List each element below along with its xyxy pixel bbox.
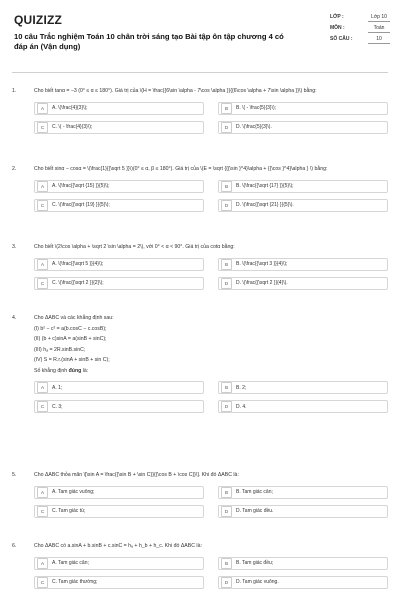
option-text: C. 3; xyxy=(52,403,63,410)
option-letter: D xyxy=(221,122,232,133)
option-letter: B xyxy=(221,487,232,498)
meta-count-value: 10 xyxy=(368,36,390,44)
option-text: B. Tam giác cân; xyxy=(236,489,273,495)
question-text: Cho ΔABC và các khẳng định sau: xyxy=(34,315,114,321)
prompt-before: Số khẳng định xyxy=(34,367,69,374)
meta-count xyxy=(330,36,390,44)
option-d[interactable] xyxy=(218,277,388,290)
option-letter: C xyxy=(37,577,48,588)
option-c[interactable] xyxy=(34,505,204,518)
prompt-bold: đúng xyxy=(68,367,82,374)
option-text: C. \( - \frac{4}{3}\); xyxy=(52,124,93,130)
quizizz-logo: QUIZIZZ xyxy=(14,13,63,27)
option-letter: D xyxy=(221,401,232,412)
option-d[interactable] xyxy=(218,121,388,134)
option-letter: C xyxy=(37,278,48,289)
option-d[interactable] xyxy=(218,576,388,589)
option-text: D. Tam giác vuông. xyxy=(236,579,279,585)
meta-grade xyxy=(330,14,390,22)
prompt-after: là: xyxy=(81,367,89,374)
option-a[interactable] xyxy=(34,258,204,271)
option-text: A. \(\frac{4}{3}\); xyxy=(52,105,88,111)
question-number: 3. xyxy=(12,244,17,250)
option-letter: D xyxy=(221,278,232,289)
option-a[interactable] xyxy=(34,180,204,193)
question-number: 2. xyxy=(12,166,17,172)
question-text: Cho biết sinα − cosα = \(\frac{1}{{\sqrt 5 }}\)(0° ≤ α, β ≤ 180°). Giá trị của \(E = \sqrt {{{\sin }^4}\alpha + {{\cos }^4}\alpha } \) bằng: xyxy=(34,166,328,172)
meta-count-label: SỐ CÂU : xyxy=(330,36,353,42)
option-text: D. \(\frac{{\sqrt 2 }}{4}\). xyxy=(236,280,288,286)
header-divider xyxy=(12,72,388,73)
meta-subject xyxy=(330,25,390,33)
page-title: 10 câu Trắc nghiệm Toán 10 chân trời sáng tạo Bài tập ôn tập chương 4 có đáp án (Vận dụng) xyxy=(14,32,284,51)
option-text: D. \(\frac{{\sqrt {21} }}{5}\). xyxy=(236,202,294,208)
option-letter: B xyxy=(221,382,232,393)
question-3 xyxy=(12,244,388,290)
meta-box xyxy=(330,14,390,47)
question-number: 1. xyxy=(12,88,17,94)
meta-grade-value: Lớp 10 xyxy=(368,14,390,22)
option-text: A. 1; xyxy=(52,384,63,391)
question-1 xyxy=(12,88,388,134)
option-letter: B xyxy=(221,103,232,114)
option-text: B. \( - \frac{5}{3}\); xyxy=(236,105,277,111)
option-d[interactable] xyxy=(218,505,388,518)
question-number: 5. xyxy=(12,472,17,478)
question-text: Cho biết \(2\cos \alpha + \sqrt 2 \sin \alpha = 2\), với 0° < α < 90°. Giá trị của cotα bằng: xyxy=(34,244,235,250)
question-2 xyxy=(12,166,388,212)
option-text: D. 4. xyxy=(236,403,247,410)
option-letter: C xyxy=(37,122,48,133)
option-a[interactable] xyxy=(34,102,204,115)
option-text: A. \(\frac{{\sqrt 5 }}{4}\); xyxy=(52,261,104,267)
option-letter: C xyxy=(37,200,48,211)
statement-item: (II) (b + c)sinA = a(sinB + sinC); xyxy=(34,336,107,342)
option-letter: C xyxy=(37,506,48,517)
question-6 xyxy=(12,543,388,589)
question-5 xyxy=(12,472,388,518)
option-letter: D xyxy=(221,200,232,211)
option-c[interactable] xyxy=(34,121,204,134)
option-letter: A xyxy=(37,103,48,114)
option-b[interactable] xyxy=(218,180,388,193)
option-a[interactable] xyxy=(34,381,204,394)
option-letter: A xyxy=(37,382,48,393)
option-text: B. \(\frac{{\sqrt {17} }}{5}\); xyxy=(236,183,294,189)
option-a[interactable] xyxy=(34,486,204,499)
option-c[interactable] xyxy=(34,199,204,212)
statement-list xyxy=(12,326,388,376)
option-text: C. Tam giác thường; xyxy=(52,579,98,585)
meta-subject-label: MÔN : xyxy=(330,25,345,31)
option-b[interactable] xyxy=(218,557,388,570)
option-letter: D xyxy=(221,577,232,588)
option-text: A. Tam giác vuông; xyxy=(52,489,95,495)
statement-item: (III) hₐ = 2R.sinB.sinC; xyxy=(34,346,86,353)
meta-grade-label: LỚP : xyxy=(330,14,344,20)
option-letter: B xyxy=(221,558,232,569)
statement-prompt xyxy=(34,368,388,376)
option-letter: D xyxy=(221,506,232,517)
option-b[interactable] xyxy=(218,258,388,271)
option-c[interactable] xyxy=(34,400,204,413)
statement-item: (IV) S = R.r.(sinA + sinB + sin C); xyxy=(34,357,110,363)
question-number: 4. xyxy=(12,315,17,321)
option-text: A. \(\frac{{\sqrt {15} }}{5}\); xyxy=(52,183,110,189)
option-d[interactable] xyxy=(218,199,388,212)
meta-subject-value: Toán xyxy=(368,25,390,33)
option-text: D. Tam giác đều. xyxy=(236,508,274,514)
option-text: B. \(\frac{{\sqrt 3 }}{4}\); xyxy=(236,261,288,267)
option-a[interactable] xyxy=(34,557,204,570)
option-text: D. \(\frac{5}{3}\). xyxy=(236,124,272,130)
option-letter: C xyxy=(37,401,48,412)
option-b[interactable] xyxy=(218,381,388,394)
option-letter: A xyxy=(37,487,48,498)
question-text: Cho ΔABC có a.sinA + b.sinB + c.sinC = hₐ + h_b + h_c. Khi đó ΔABC là: xyxy=(34,543,202,549)
option-letter: A xyxy=(37,259,48,270)
option-text: B. 2; xyxy=(236,384,247,391)
option-text: B. Tam giác đều; xyxy=(236,560,274,566)
option-d[interactable] xyxy=(218,400,388,413)
option-text: C. Tam giác tù; xyxy=(52,508,86,514)
option-letter: B xyxy=(221,259,232,270)
question-text: Cho biết tanα = −3 (0° ≤ α ≤ 180°). Giá trị của \(H = \frac{{6\sin \alpha - 7\cos \alpha }}{{6\cos \alpha + 7\sin \alpha }}\) bằng: xyxy=(34,88,317,94)
option-text: C. \(\frac{{\sqrt {19} }}{5}\); xyxy=(52,202,110,208)
option-letter: B xyxy=(221,181,232,192)
option-letter: A xyxy=(37,558,48,569)
option-text: A. Tam giác cân; xyxy=(52,560,89,566)
question-text: Cho ΔABC thỏa mãn \[\sin A = \frac{{\sin B + \sin C}}{{\cos B + \cos C}}\]. Khi đó ΔABC là: xyxy=(34,472,239,478)
option-b[interactable] xyxy=(218,486,388,499)
option-c[interactable] xyxy=(34,576,204,589)
option-text: C. \(\frac{{\sqrt 2 }}{2}\); xyxy=(52,280,104,286)
option-c[interactable] xyxy=(34,277,204,290)
option-b[interactable] xyxy=(218,102,388,115)
question-4 xyxy=(12,315,388,413)
question-number: 6. xyxy=(12,543,17,549)
option-letter: A xyxy=(37,181,48,192)
statement-item: (I) b² − c² = a(b.cosC − c.cosB); xyxy=(34,325,107,332)
